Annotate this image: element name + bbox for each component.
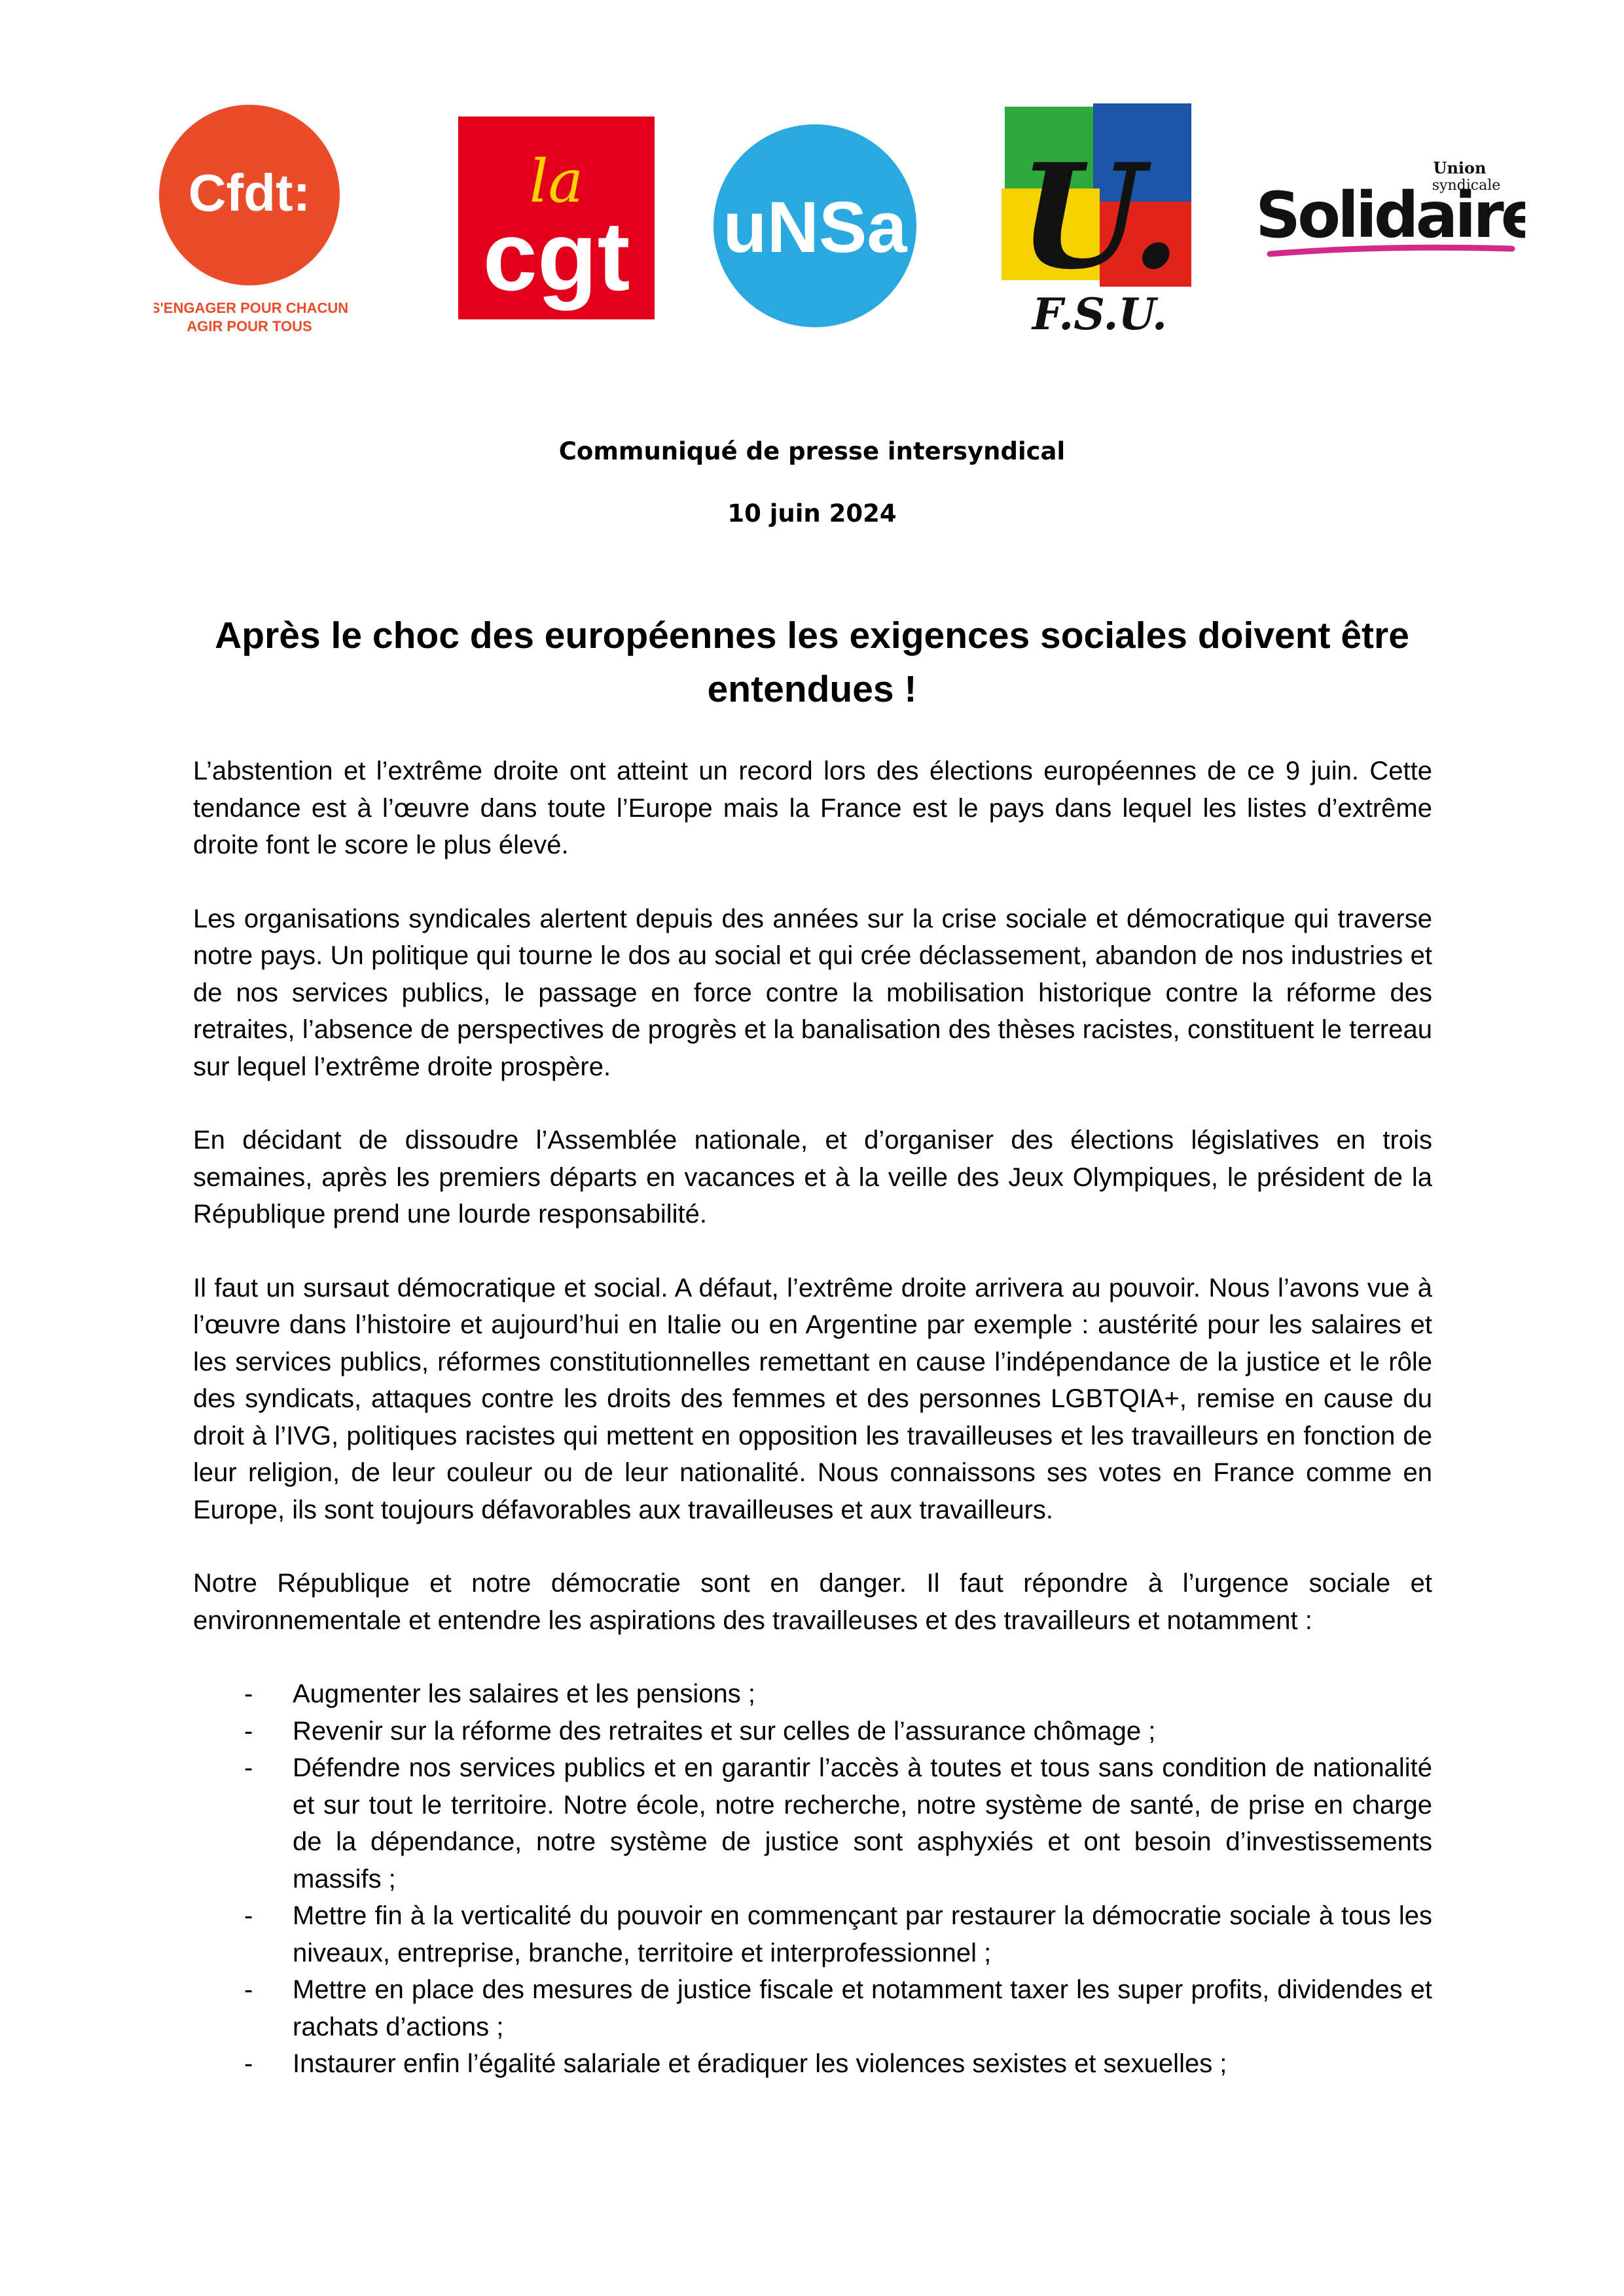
list-item [193,1676,1432,1713]
list-item [193,1897,1432,1971]
cfdt-tagline-2: AGIR POUR TOUS [187,318,312,334]
document-kind: Communiqué de presse intersyndical [558,437,1066,465]
list-item-text: Revenir sur la réforme des retraites et sur celles de l’assurance chômage ; [293,1716,1156,1746]
cfdt-logo [154,105,350,347]
paragraph: Il faut un sursaut démocratique et social. A défaut, l’extrême droite arrivera au pouvoir. Nous l’avons vue à l’œuvre dans l’histoire et aujourd’hui en Italie ou en Argentine par exemple : austérité pour les salaires et les services publics, réformes constitutionnelles remettant en cause l’indépendance de la justice et le rôle des syndicats, attaques contre les droits des femmes et des personnes LGBTQIA+, remise en cause du droit à l’IVG, politiques racistes qui mettent en opposition les travailleuses et les travailleurs en fonction de leur religion, de leur couleur ou de leur nationalité. Nous connaissons ses votes en France comme en Europe, ils sont toujours défavorables aux travailleuses et aux travailleurs. [193,1273,1432,1524]
list-item [193,1971,1432,2045]
unsa-logo-text: uNSa [723,187,907,268]
title-line-2: entendues ! [707,668,917,710]
solidaires-logo-text: Solidaire [1255,179,1525,252]
list-item [193,2045,1432,2083]
list-item-text: Instaurer enfin l’égalité salariale et éradiquer les violences sexistes et sexuelles ; [293,2049,1227,2078]
fsu-logo-letter: U. [1018,132,1182,301]
list-item-text: Mettre fin à la verticalité du pouvoir en commençant par restaurer la démocratie sociale à tous les niveaux, entreprise, branche, territoire et interprofessionnel ; [293,1901,1432,1967]
list-item-text: Augmenter les salaires et les pensions ; [293,1679,756,1708]
fsu-logo-text: F.S.U. [1032,289,1167,339]
page-title [196,609,1428,716]
body-text [193,753,1432,2083]
solidaires-underline [1270,247,1512,254]
solidaires-small-2: syndicale [1432,177,1501,194]
list-item [193,1713,1432,1750]
list-item-text: Mettre en place des mesures de justice fiscale et notamment taxer les super profits, dividendes et rachats d’actions ; [293,1975,1432,2041]
bullet-dash: - [244,1716,253,1746]
paragraph: Les organisations syndicales alertent depuis des années sur la crise sociale et démocratique qui traverse notre pays. Un politique qui tourne le dos au social et qui crée déclassement, abandon de nos industries et de nos services publics, le passage en force contre la mobilisation historique contre la réforme des retraites, l’absence de perspectives de progrès et la banalisation des thèses racistes, constituent le terreau sur lequel l’extrême droite prospère. [193,904,1432,1081]
paragraph: En décidant de dissoudre l’Assemblée nationale, et d’organiser des élections législatives en trois semaines, après les premiers départs en vacances et à la veille des Jeux Olympiques, le président de la République prend une lourde responsabilité. [193,1126,1432,1229]
cfdt-circle-icon [154,105,350,347]
list-item-text: Défendre nos services publics et en garantir l’accès à toutes et tous sans condition de nationalité et sur tout le territoire. Notre école, notre recherche, notre système de santé, de prise en charge de la dépendance, notre système de justice sont asphyxiés et ont besoin d’investissements massifs ; [293,1753,1432,1893]
cgt-logo [458,117,655,319]
cfdt-tagline-1: S'ENGAGER POUR CHACUN [154,300,349,316]
title-line-1: Après le choc des européennes les exigences sociales doivent être [215,615,1409,656]
paragraph: Notre République et notre démocratie sont en danger. Il faut répondre à l’urgence sociale et environnementale et entendre les aspirations des travailleuses et des travailleurs et notamment : [193,1569,1432,1635]
solidaires-small-1: Union [1433,158,1487,177]
cgt-logo-text: cgt [482,201,630,311]
bullet-dash: - [244,1901,253,1930]
cfdt-logo-text: Cfdt: [188,164,311,222]
solidaires-logo [1250,157,1525,262]
list-item [193,1749,1432,1897]
bullet-dash: - [244,2049,253,2078]
bullet-dash: - [244,1753,253,1782]
unsa-logo [710,121,920,331]
bullet-dash: - [244,1975,253,2004]
logos-row [0,0,1624,367]
cgt-logo-la: la [529,147,584,216]
document-date: 10 juin 2024 [727,499,897,528]
demands-list [193,1676,1432,2083]
paragraph: L’abstention et l’extrême droite ont atteint un record lors des élections européennes de ce 9 juin. Cette tendance est à l’œuvre dans toute l’Europe mais la France est le pays dans lequel les listes d’extrême droite font le score le plus élevé. [193,757,1432,859]
bullet-dash: - [244,1679,253,1708]
fsu-logo [1001,103,1198,339]
